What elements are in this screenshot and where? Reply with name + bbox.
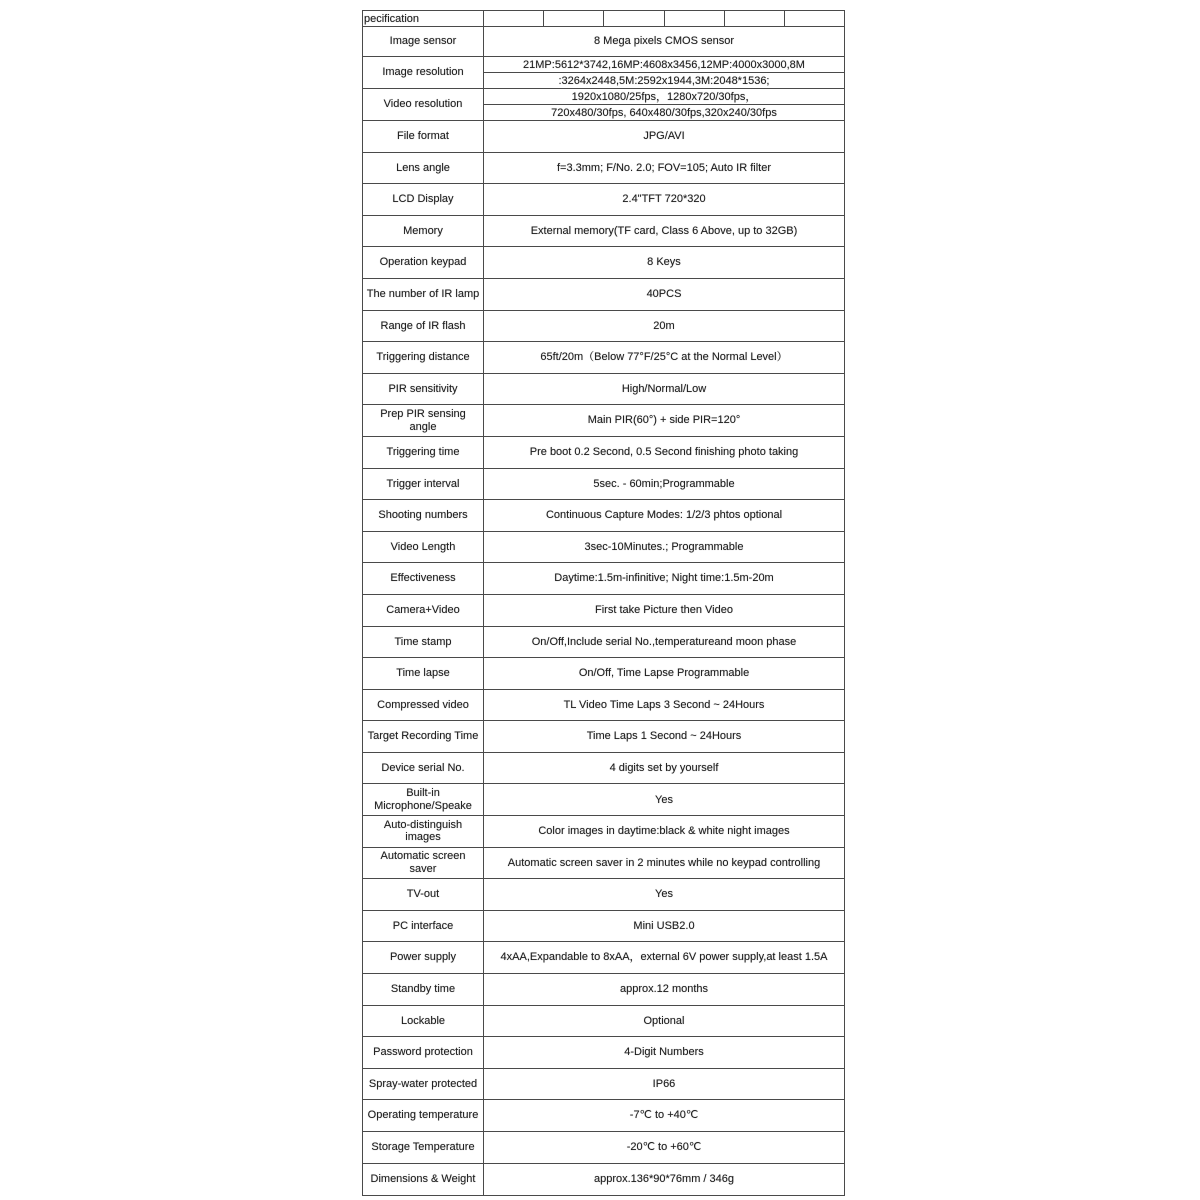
spec-label: The number of IR lamp	[363, 279, 484, 310]
spec-label: Target Recording Time	[363, 721, 484, 752]
spec-label: Trigger interval	[363, 469, 484, 500]
spec-value: 4xAA,Expandable to 8xAA，external 6V power supply,at least 1.5A	[500, 951, 828, 964]
spec-value: 4-Digit Numbers	[624, 1046, 704, 1059]
spec-label: Image sensor	[363, 27, 484, 56]
table-row	[363, 121, 844, 153]
spec-value: Yes	[655, 888, 673, 901]
table-row	[363, 1006, 844, 1038]
spec-value: Pre boot 0.2 Second, 0.5 Second finishing photo taking	[529, 445, 799, 458]
spec-label: Dimensions & Weight	[363, 1164, 484, 1196]
spec-value: 8 Keys	[647, 256, 681, 269]
spec-value-line: 720x480/30fps, 640x480/30fps,320x240/30fps	[484, 104, 844, 120]
spec-label: Effectiveness	[363, 563, 484, 594]
header-empty-cells	[484, 11, 844, 26]
table-row	[363, 658, 844, 690]
spec-value: approx.12 months	[619, 983, 709, 996]
table-row	[363, 247, 844, 279]
spec-value: Yes	[655, 793, 673, 806]
table-row	[363, 216, 844, 248]
spec-value: Main PIR(60°) + side PIR=120°	[587, 414, 741, 427]
spec-value: Daytime:1.5m-infinitive; Night time:1.5m-20m	[554, 572, 774, 585]
spec-label: Prep PIR sensing angle	[363, 405, 484, 436]
spec-value: 20m	[653, 319, 675, 332]
table-row	[363, 342, 844, 374]
spec-label: Automatic screen saver	[363, 848, 484, 879]
table-row	[363, 532, 844, 564]
spec-label: PIR sensitivity	[363, 374, 484, 405]
header-empty-cell	[543, 11, 603, 26]
table-row	[363, 27, 844, 57]
spec-value: High/Normal/Low	[621, 382, 707, 395]
spec-value: 2.4"TFT 720*320	[622, 193, 706, 206]
spec-label: Storage Temperature	[363, 1132, 484, 1163]
spec-label: Memory	[363, 216, 484, 247]
spec-label: Triggering distance	[363, 342, 484, 373]
spec-label: LCD Display	[363, 184, 484, 215]
table-row	[363, 153, 844, 185]
table-row	[363, 1132, 844, 1164]
spec-value: 5sec. - 60min;Programmable	[593, 477, 735, 490]
spec-label: Power supply	[363, 942, 484, 973]
table-row	[363, 374, 844, 406]
specification-table	[362, 10, 845, 1196]
table-row	[363, 721, 844, 753]
table-row	[363, 563, 844, 595]
spec-value-multiline	[484, 57, 844, 88]
spec-label: Triggering time	[363, 437, 484, 468]
spec-value: On/Off,Include serial No.,temperatureand moon phase	[531, 635, 797, 648]
spec-label: Range of IR flash	[363, 311, 484, 342]
spec-label: Auto-distinguish images	[363, 816, 484, 847]
spec-label: Device serial No.	[363, 753, 484, 784]
spec-value: 8 Mega pixels CMOS sensor	[594, 35, 734, 48]
spec-value: TL Video Time Laps 3 Second ~ 24Hours	[563, 698, 765, 711]
spec-label: Camera+Video	[363, 595, 484, 626]
spec-label: File format	[363, 121, 484, 152]
spec-value: IP66	[652, 1077, 676, 1090]
spec-label: Built-in Microphone/Speake	[363, 784, 484, 815]
header-empty-cell	[664, 11, 724, 26]
spec-label: Lockable	[363, 1006, 484, 1037]
table-row	[363, 1164, 844, 1196]
spec-value: External memory(TF card, Class 6 Above, up to 32GB)	[530, 224, 798, 237]
spec-value: 40PCS	[646, 288, 682, 301]
table-row	[363, 879, 844, 911]
spec-value: First take Picture then Video	[595, 603, 733, 616]
spec-value-multiline	[484, 89, 844, 120]
spec-value: 3sec-10Minutes.; Programmable	[584, 540, 744, 553]
table-row	[363, 690, 844, 722]
spec-label: PC interface	[363, 911, 484, 942]
header-empty-cell	[603, 11, 663, 26]
spec-label: TV-out	[363, 879, 484, 910]
spec-label: Time stamp	[363, 627, 484, 658]
table-row	[363, 437, 844, 469]
spec-value: Time Laps 1 Second ~ 24Hours	[586, 730, 742, 743]
spec-value-line: 1920x1080/25fps，1280x720/30fps，	[571, 90, 757, 103]
spec-label: Password protection	[363, 1037, 484, 1068]
table-row	[363, 816, 844, 848]
spec-value: Automatic screen saver in 2 minutes while no keypad controlling	[507, 856, 821, 869]
spec-value: approx.136*90*76mm / 346g	[593, 1173, 735, 1186]
table-row	[363, 911, 844, 943]
table-row	[363, 1037, 844, 1069]
spec-label: Operation keypad	[363, 247, 484, 278]
table-row	[363, 89, 844, 121]
table-header-row	[363, 11, 844, 27]
table-title: pecification	[363, 11, 484, 26]
table-row	[363, 942, 844, 974]
spec-value: 65ft/20m（Below 77°F/25°C at the Normal Level）	[540, 351, 788, 364]
spec-value: Mini USB2.0	[633, 919, 695, 932]
table-row	[363, 57, 844, 89]
spec-value-line: 21MP:5612*3742,16MP:4608x3456,12MP:4000x3000,8M	[523, 58, 805, 71]
spec-label: Video resolution	[363, 89, 484, 120]
table-row	[363, 184, 844, 216]
spec-value: -7℃ to +40℃	[629, 1109, 699, 1122]
spec-value: f=3.3mm; F/No. 2.0; FOV=105; Auto IR filter	[557, 161, 771, 174]
spec-value: 4 digits set by yourself	[609, 761, 719, 774]
table-row	[363, 311, 844, 343]
spec-label: Time lapse	[363, 658, 484, 689]
header-empty-cell	[724, 11, 784, 26]
table-row	[363, 974, 844, 1006]
header-empty-cell	[484, 11, 543, 26]
spec-label: Video Length	[363, 532, 484, 563]
spec-label: Image resolution	[363, 57, 484, 88]
header-empty-cell	[784, 11, 844, 26]
spec-value: Color images in daytime:black & white night images	[538, 825, 790, 838]
spec-value-line: :3264x2448,5M:2592x1944,3M:2048*1536;	[484, 72, 844, 88]
spec-label: Shooting numbers	[363, 500, 484, 531]
spec-value: On/Off, Time Lapse Programmable	[578, 667, 750, 680]
table-row	[363, 595, 844, 627]
table-row	[363, 500, 844, 532]
spec-label: Standby time	[363, 974, 484, 1005]
table-row	[363, 1069, 844, 1101]
spec-label: Compressed video	[363, 690, 484, 721]
spec-value: Continuous Capture Modes: 1/2/3 phtos optional	[545, 509, 783, 522]
table-row	[363, 627, 844, 659]
spec-value: -20℃ to +60℃	[626, 1141, 702, 1154]
table-row	[363, 1100, 844, 1132]
table-row	[363, 848, 844, 880]
table-row	[363, 784, 844, 816]
table-row	[363, 279, 844, 311]
table-row	[363, 469, 844, 501]
spec-label: Lens angle	[363, 153, 484, 184]
spec-value: JPG/AVI	[643, 130, 685, 143]
table-row	[363, 405, 844, 437]
spec-label: Operating temperature	[363, 1100, 484, 1131]
table-row	[363, 753, 844, 785]
spec-value: Optional	[643, 1014, 685, 1027]
spec-label: Spray-water protected	[363, 1069, 484, 1100]
